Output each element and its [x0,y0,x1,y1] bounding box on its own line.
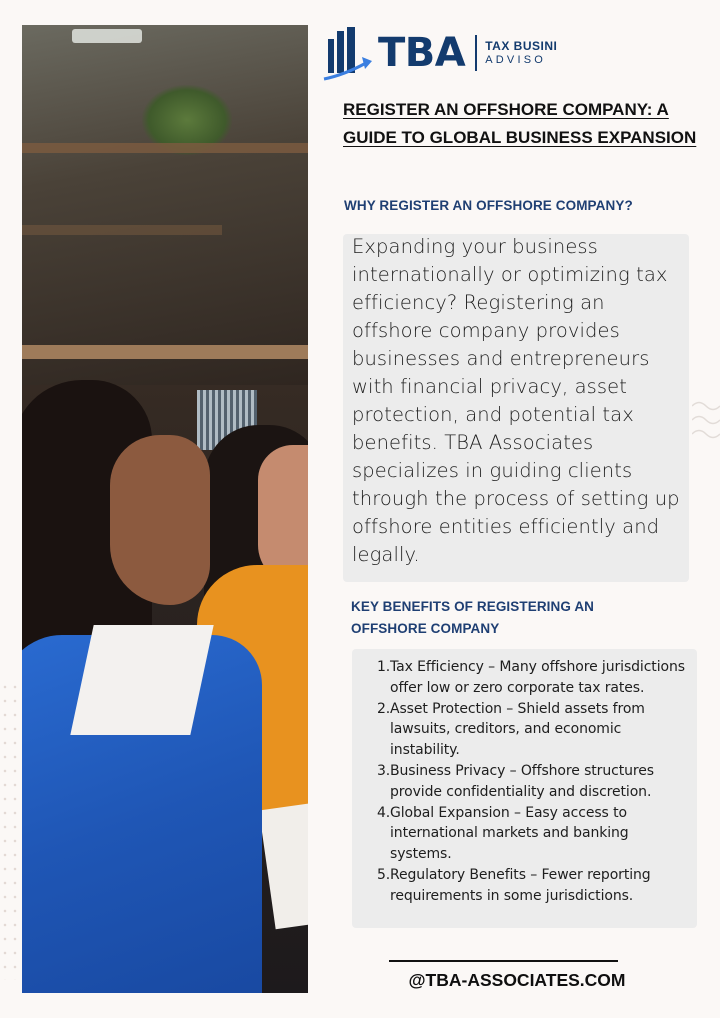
list-item-text: Business Privacy – Offshore structures provide confidentiality and discretion. [390,762,654,800]
list-item-number: 5. [377,866,391,883]
key-benefits-heading: KEY BENEFITS OF REGISTERING AN OFFSHORE COMPANY [351,599,595,636]
logo-tagline [485,39,557,67]
list-item-number: 3. [377,762,391,779]
why-register-heading: WHY REGISTER AN OFFSHORE COMPANY? [344,198,633,213]
benefits-box [352,649,697,928]
logo-tagline-line1: TAX BUSINI [485,39,558,54]
logo-tagline-line2: ADVISO [485,53,547,66]
list-item-number: 2. [377,700,391,717]
page-title: REGISTER AN OFFSHORE COMPANY: A GUIDE TO GLOBAL BUSINESS EXPANSION [343,100,697,147]
wave-lines-decoration [692,398,720,454]
tba-logo [322,24,557,82]
list-item-text: Tax Efficiency – Many offshore jurisdictions offer low or zero corporate tax rates. [390,659,685,696]
list-item [377,699,693,761]
logo-divider [475,35,477,71]
list-item-text: Asset Protection – Shield assets from lawsuits, creditors, and economic instability. [390,700,645,759]
list-item [377,761,693,803]
intro-text-box [343,234,689,582]
list-item [377,803,693,865]
building-arrow-logo-icon [322,25,374,81]
footer-divider [389,960,618,962]
list-item-number: 4. [377,804,391,821]
list-item-text: Regulatory Benefits – Fewer reporting requirements in some jurisdictions. [390,866,651,904]
list-item-number: 1. [377,659,391,675]
benefits-list [377,657,693,907]
list-item [377,657,693,699]
list-item-text: Global Expansion – Easy access to international markets and banking systems. [390,804,629,863]
intro-paragraph: Expanding your business internationally or optimizing tax efficiency? Registering an offshore company provides businesses and entrepreneurs with financial privacy, asset protection, and potential tax benefits. TBA Associates specializes in guiding clients through the process of setting up offshore entities efficiently and legally. [352,235,680,566]
logo-wordmark: TBA [378,30,466,76]
website-handle: @TBA-ASSOCIATES.COM [408,970,626,990]
office-photo [22,25,308,993]
list-item [377,865,693,907]
dot-pattern-decoration [0,680,20,980]
